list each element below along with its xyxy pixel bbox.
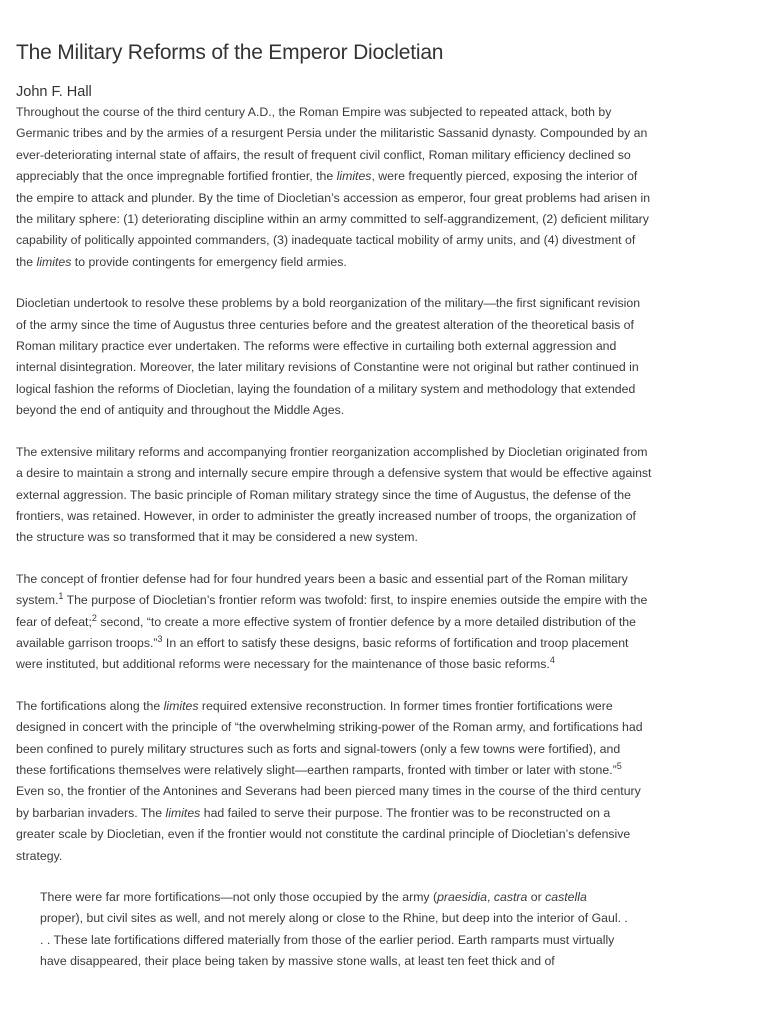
italic-term: limites [336, 169, 372, 184]
footnote-ref-3[interactable]: 3 [157, 633, 163, 644]
block-quote [16, 887, 630, 973]
article-author: John F. Hall [16, 84, 92, 100]
footnote-ref-2[interactable]: 2 [91, 612, 97, 623]
paragraph-5: The fortifications along the limites required extensive reconstruction. In former times frontier fortifications were designed in concert with the principle of “the overwhelming striking-power of the Roman army, and fortifications had been confined to purely military structures such as forts and signal-towers (only a few towns were fortified), and these fortifications themselves were relatively slight—earthen ramparts, fronted with timber or later with stone.”$^5$ Even so, the frontier of the Antonines and Severans had been pierced many times in the course of the third century by barbarian invaders. The limites had failed to serve their purpose. The frontier was to be reconstructed on a greater scale by Diocletian, even if the frontier would not constitute the cardinal principle of Diocletian’s defensive strategy. [16, 698, 643, 863]
paragraph-3: The extensive military reforms and accompanying frontier reorganization accomplished by Diocletian originated from a desire to maintain a strong and internally secure empire through a defensive system that would be effective against external aggression. The basic principle of Roman military strategy since the time of Augustus, the defense of the frontiers, was retained. However, in order to administer the greatly increased number of troops, the organization of the structure was so transformed that it may be considered a new system. [16, 444, 652, 545]
footnote-ref-4[interactable]: 4 [549, 655, 555, 666]
paragraph-4: The concept of frontier defense had for four hundred years been a basic and essential part of the Roman military system.$^1$ The purpose of Diocletian’s frontier reform was twofold: first, to inspire enemies outside the empire with the fear of defeat;$^2$ second, “to create a more effective system of frontier defence by a more detailed distribution of the available garrison troops.”$^3$ In an effort to satisfy these designs, basic reforms of fortification and troop placement were instituted, but additional reforms were necessary for the maintenance of those basic reforms.$^4$ [16, 571, 648, 672]
italic-term: castella [545, 890, 587, 904]
article-body [16, 102, 652, 867]
italic-term: limites [163, 698, 199, 713]
italic-term: praesidia [437, 890, 487, 904]
footnote-ref-1[interactable]: 1 [58, 591, 64, 602]
article-title: The Military Reforms of the Emperor Diocletian [16, 41, 444, 64]
italic-term: castra [493, 890, 528, 904]
block-quote-text: There were far more fortifications—not only those occupied by the army (praesidia, castra or castella proper), but civil sites as well, and not merely along or close to the Rhine, but deep into the interior of Gaul. . . . These late fortifications differed materially from those of the earlier period. Earth ramparts must virtually have disappeared, their place being taken by massive stone walls, at least ten feet thick and of [40, 890, 628, 969]
footnote-ref-5[interactable]: 5 [616, 760, 622, 771]
italic-term: limites [165, 805, 201, 820]
paragraph-1: Throughout the course of the third century A.D., the Roman Empire was subjected to repeated attack, both by Germanic tribes and by the armies of a resurgent Persia under the militaristic Sassanid dynasty. Compounded by an ever-deteriorating internal state of affairs, the result of frequent civil conflict, Roman military efficiency declined so appreciably that the once impregnable fortified frontier, the limites, were frequently pierced, exposing the interior of the empire to attack and plunder. By the time of Diocletian’s accession as emperor, four great problems had arisen in the military sphere: (1) deteriorating discipline within an army committed to self-aggrandizement, (2) deficient military capability of politically appointed commanders, (3) inadequate tactical mobility of army units, and (4) divestment of the limites to provide contingents for emergency field armies. [16, 105, 651, 269]
paragraph-2: Diocletian undertook to resolve these problems by a bold reorganization of the military—the first significant revision of the army since the time of Augustus three centuries before and the greatest alteration of the theoretical basis of Roman military practice ever undertaken. The reforms were effective in curtailing both external aggression and internal disintegration. Moreover, the later military revisions of Constantine were not original but rather continued in logical fashion the reforms of Diocletian, laying the foundation of a military system and methodology that extended beyond the end of antiquity and throughout the Middle Ages. [16, 296, 641, 418]
italic-term: limites [36, 254, 72, 269]
